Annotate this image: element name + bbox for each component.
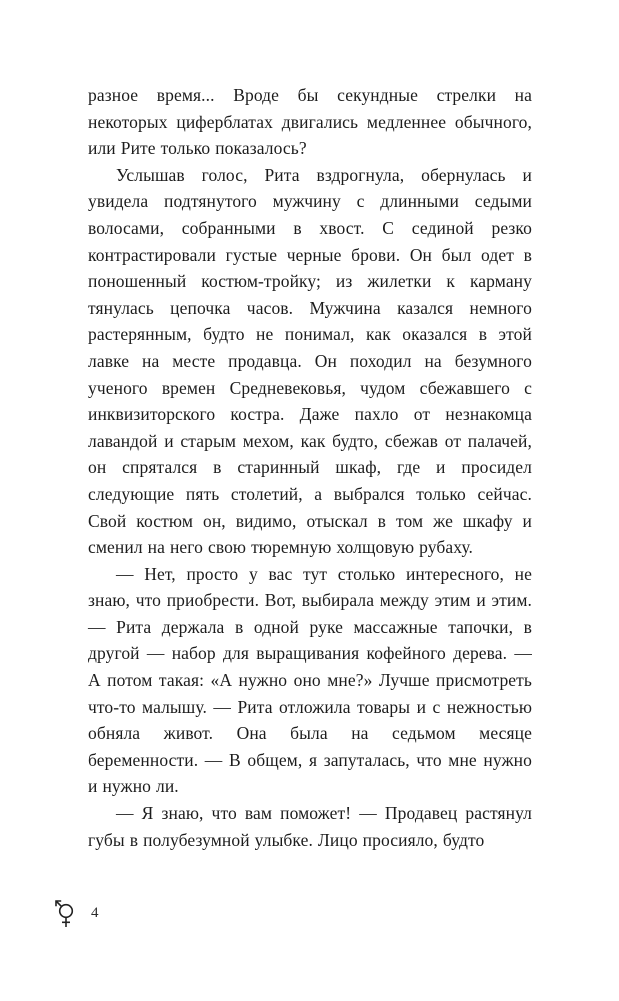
paragraph: разное время... Вроде бы секундные стрелки на некоторых циферблатах двигались медленнее обычного, или Рите только показалось?: [88, 85, 532, 159]
gender-symbol-icon: [52, 898, 78, 928]
paragraph: — Нет, просто у вас тут столько интересного, не знаю, что приобрести. Вот, выбирала между этим и этим. — Рита держала в одной руке массажные тапочки, в другой — набор для выращивания кофейного дерева. — А потом такая: «А нужно оно мне?» Лучше присмотреть что-то малышу. — Рита отложила товары и с нежностью обняла живот. Она была на седьмом месяце беременности. — В общем, я запуталась, что мне нужно и нужно ли.: [88, 563, 532, 797]
paragraph: — Я знаю, что вам поможет! — Продавец растянул губы в полубезумной улыбке. Лицо просияло, будто: [88, 803, 532, 850]
page-number: 4: [91, 904, 99, 921]
page-footer: [52, 898, 99, 928]
page-text: [88, 82, 532, 853]
paragraph: Услышав голос, Рита вздрогнула, обернулась и увидела подтянутого мужчину с длинными седыми волосами, собранными в хвост. С сединой резко контрастировали густые черные брови. Он был одет в поношенный костюм-тройку; из жилетки к карману тянулась цепочка часов. Мужчина казался немного растерянным, будто не понимал, как оказался в этой лавке на месте продавца. Он походил на безумного ученого времен Средневековья, чудом сбежавшего с инквизиторского костра. Даже пахло от незнакомца лавандой и старым мехом, как будто, сбежав от палачей, он спрятался в старинный шкаф, где и просидел следующие пять столетий, а выбрался только сейчас. Свой костюм он, видимо, отыскал в том же шкафу и сменил на него свою тюремную холщовую рубаху.: [88, 164, 532, 558]
